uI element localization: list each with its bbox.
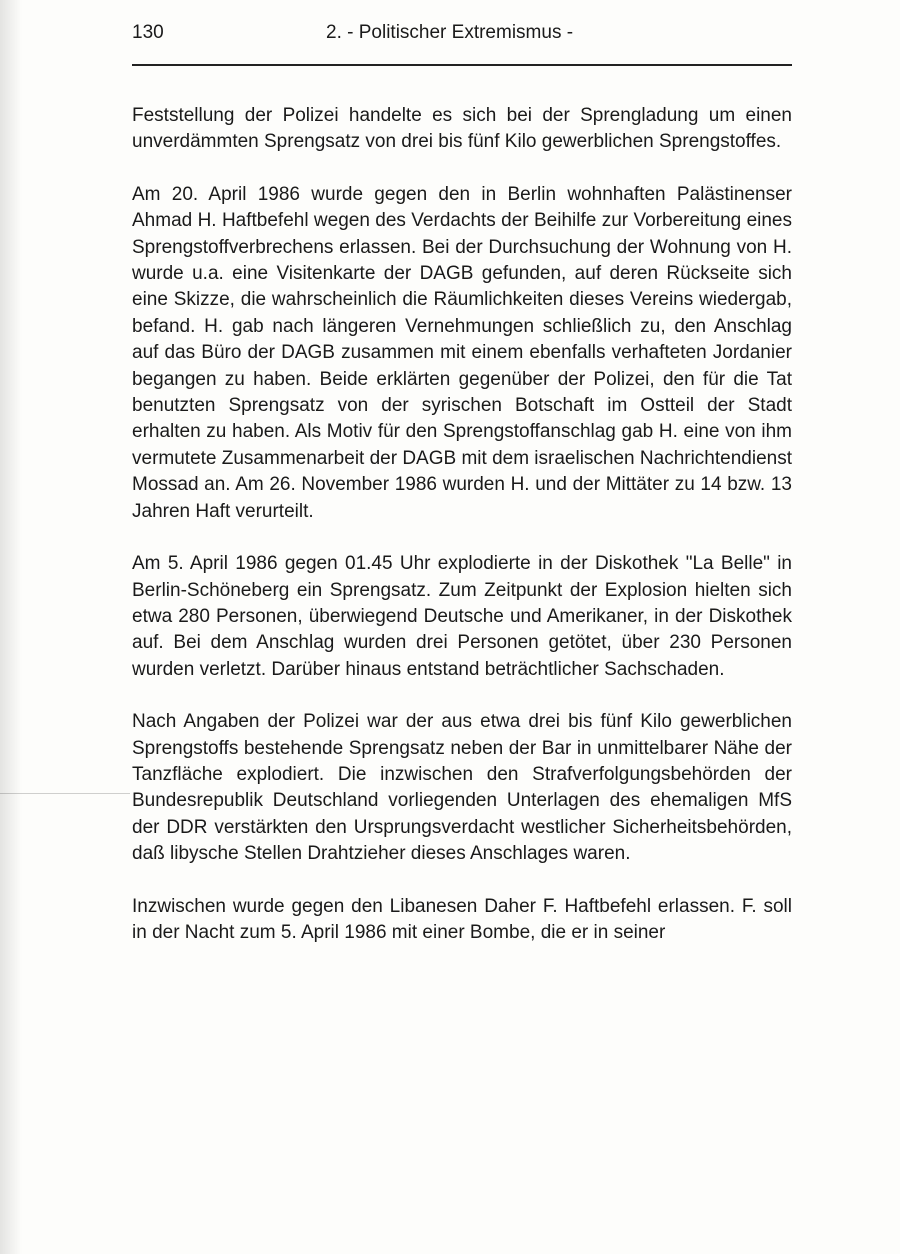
paragraph-5: Inzwischen wurde gegen den Libanesen Daher F. Haftbefehl erlassen. F. soll in der Nacht zum 5. April 1986 mit einer Bombe, die er in seiner <box>132 895 792 943</box>
paragraph-2: Am 20. April 1986 wurde gegen den in Berlin wohnhaften Palästinenser Ahmad H. Haftbefehl wegen des Verdachts der Beihilfe zur Vorbereitung eines Sprengstoffverbrechens erlassen. Bei der Durchsuchung der Wohnung von H. wurde u.a. eine Visitenkarte der DAGB gefunden, auf deren Rückseite sich eine Skizze, die wahrscheinlich die Räumlichkeiten dieses Vereins wiedergab, befand. H. gab nach längeren Vernehmungen schließlich zu, den Anschlag auf das Büro der DAGB zusammen mit einem ebenfalls verhafteten Jordanier begangen zu haben. Beide erklärten gegenüber der Polizei, den für die Tat benutzten Sprengsatz von der syrischen Botschaft im Ostteil der Stadt erhalten zu haben. Als Motiv für den Sprengstoffanschlag gab H. eine von ihm vermutete Zusammenarbeit der DAGB mit dem israelischen Nachrichtendienst Mossad an. Am 26. November 1986 wurden H. und der Mittäter zu 14 bzw. 13 Jahren Haft verurteilt. <box>132 183 792 522</box>
paragraph-3: Am 5. April 1986 gegen 01.45 Uhr explodierte in der Diskothek "La Belle" in Berlin-Schöneberg ein Sprengsatz. Zum Zeitpunkt der Explosion hielten sich etwa 280 Personen, überwiegend Deutsche und Amerikaner, in der Diskothek auf. Bei dem Anschlag wurden drei Personen getötet, über 230 Personen wurden verletzt. Darüber hinaus entstand beträchtlicher Sachschaden. <box>132 553 792 680</box>
body-text <box>132 103 792 972</box>
page-header <box>132 22 792 52</box>
running-title: 2. - Politischer Extremismus - <box>326 22 574 43</box>
header-rule <box>132 64 792 66</box>
scan-edge-shadow <box>0 0 22 1254</box>
scan-margin-line <box>0 793 130 794</box>
paragraph-1: Feststellung der Polizei handelte es sich bei der Sprengladung um einen unverdämmten Sprengsatz von drei bis fünf Kilo gewerblichen Sprengstoffes. <box>132 105 792 153</box>
paragraph-4: Nach Angaben der Polizei war der aus etwa drei bis fünf Kilo gewerblichen Sprengstoffs bestehende Sprengsatz neben der Bar in unmittelbarer Nähe der Tanzfläche explodiert. Die inzwischen den Strafverfolgungsbehörden der Bundesrepublik Deutschland vorliegenden Unterlagen des ehemaligen MfS der DDR verstärkten den Ursprungsverdacht westlicher Sicherheitsbehörden, daß libysche Stellen Drahtzieher dieses Anschlages waren. <box>132 711 792 865</box>
page-number: 130 <box>132 22 164 43</box>
